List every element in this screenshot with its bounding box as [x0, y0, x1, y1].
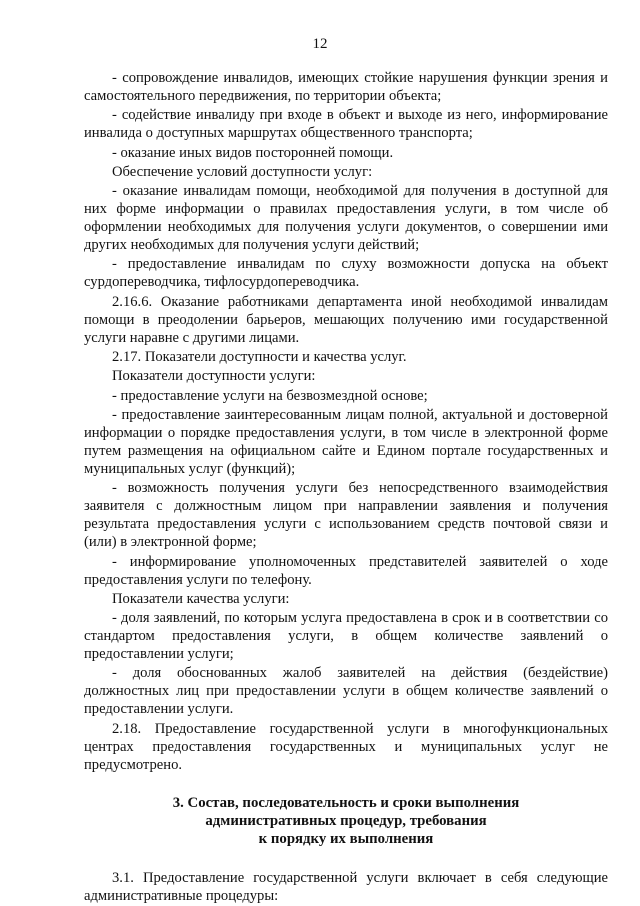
paragraph-on-time-share: - доля заявлений, по которым услуга предоставлена в срок и в соответствии со стандартом предоставления услуги, в общем количестве заявлений о предоставлении услуги;: [84, 610, 608, 663]
paragraph-full-information: - предоставление заинтересованным лицам полной, актуальной и достоверной информации о порядке предоставления услуги, в том числе в электронной форме путем размещения на официальном сайте и Едином портале государственных и муниципальных услуг (функций);: [84, 406, 608, 477]
paragraph-no-direct-contact: - возможность получения услуги без непосредственного взаимодействия заявителя с должностным лицом при направлении заявления и получения результата предоставления услуги с использованием средств почтовой связи и (или) в электронной форме;: [84, 480, 608, 551]
paragraph-quality-indicators: Показатели качества услуги:: [112, 590, 290, 607]
section-heading-line-2: административных процедур, требования: [205, 813, 487, 830]
paragraph-accessibility-indicators: Показатели доступности услуги:: [112, 368, 316, 385]
paragraph-complaints-share: - доля обоснованных жалоб заявителей на действия (бездействие) должностных лиц при предоставлении услуги в общем количестве заявлений о предоставлении услуги.: [84, 665, 608, 718]
section-heading-line-1: 3. Состав, последовательность и сроки выполнения: [172, 794, 520, 811]
section-heading: [84, 794, 608, 849]
section-heading-line-3: к порядку их выполнения: [258, 831, 434, 848]
paragraph-entry-assistance: - содействие инвалиду при входе в объект и выходе из него, информирование инвалида о доступных маршрутах общественного транспорта;: [84, 107, 608, 142]
paragraph-free-service: - предоставление услуги на безвозмездной основе;: [112, 387, 428, 404]
paragraph-other-help: - оказание иных видов посторонней помощи.: [112, 144, 394, 161]
paragraph-escort-disabled: - сопровождение инвалидов, имеющих стойкие нарушения функции зрения и самостоятельного передвижения, по территории объекта;: [84, 70, 608, 104]
paragraph-2-18: 2.18. Предоставление государственной услуги в многофункциональных центрах предоставления государственных и муниципальных услуг не предусмотрено.: [84, 720, 608, 773]
paragraph-3-1: 3.1. Предоставление государственной услуги включает в себя следующие административные процедуры:: [84, 869, 608, 904]
page-number: 12: [312, 36, 328, 52]
paragraph-2-16-6: 2.16.6. Оказание работниками департамента иной необходимой инвалидам помощи в преодолении барьеров, мешающих получению ими государственной услуги наравне с другими лицами.: [84, 293, 608, 346]
paragraph-sign-interpreter: - предоставление инвалидам по слуху возможности допуска на объект сурдопереводчика, тифлосурдопереводчика.: [84, 256, 608, 291]
document-body: [84, 69, 608, 906]
paragraph-information-help: - оказание инвалидам помощи, необходимой для получения в доступной для них форме информации о правилах предоставления услуги, в том числе об оформлении необходимых для получения услуги документов, о совершении ими других необходимых для получения услуги действий;: [84, 183, 608, 254]
paragraph-2-17: 2.17. Показатели доступности и качества услуг.: [112, 349, 407, 366]
paragraph-accessibility-conditions: Обеспечение условий доступности услуг:: [112, 163, 373, 180]
paragraph-phone-informing: - информирование уполномоченных представителей заявителей о ходе предоставления услуги по телефону.: [84, 553, 608, 588]
